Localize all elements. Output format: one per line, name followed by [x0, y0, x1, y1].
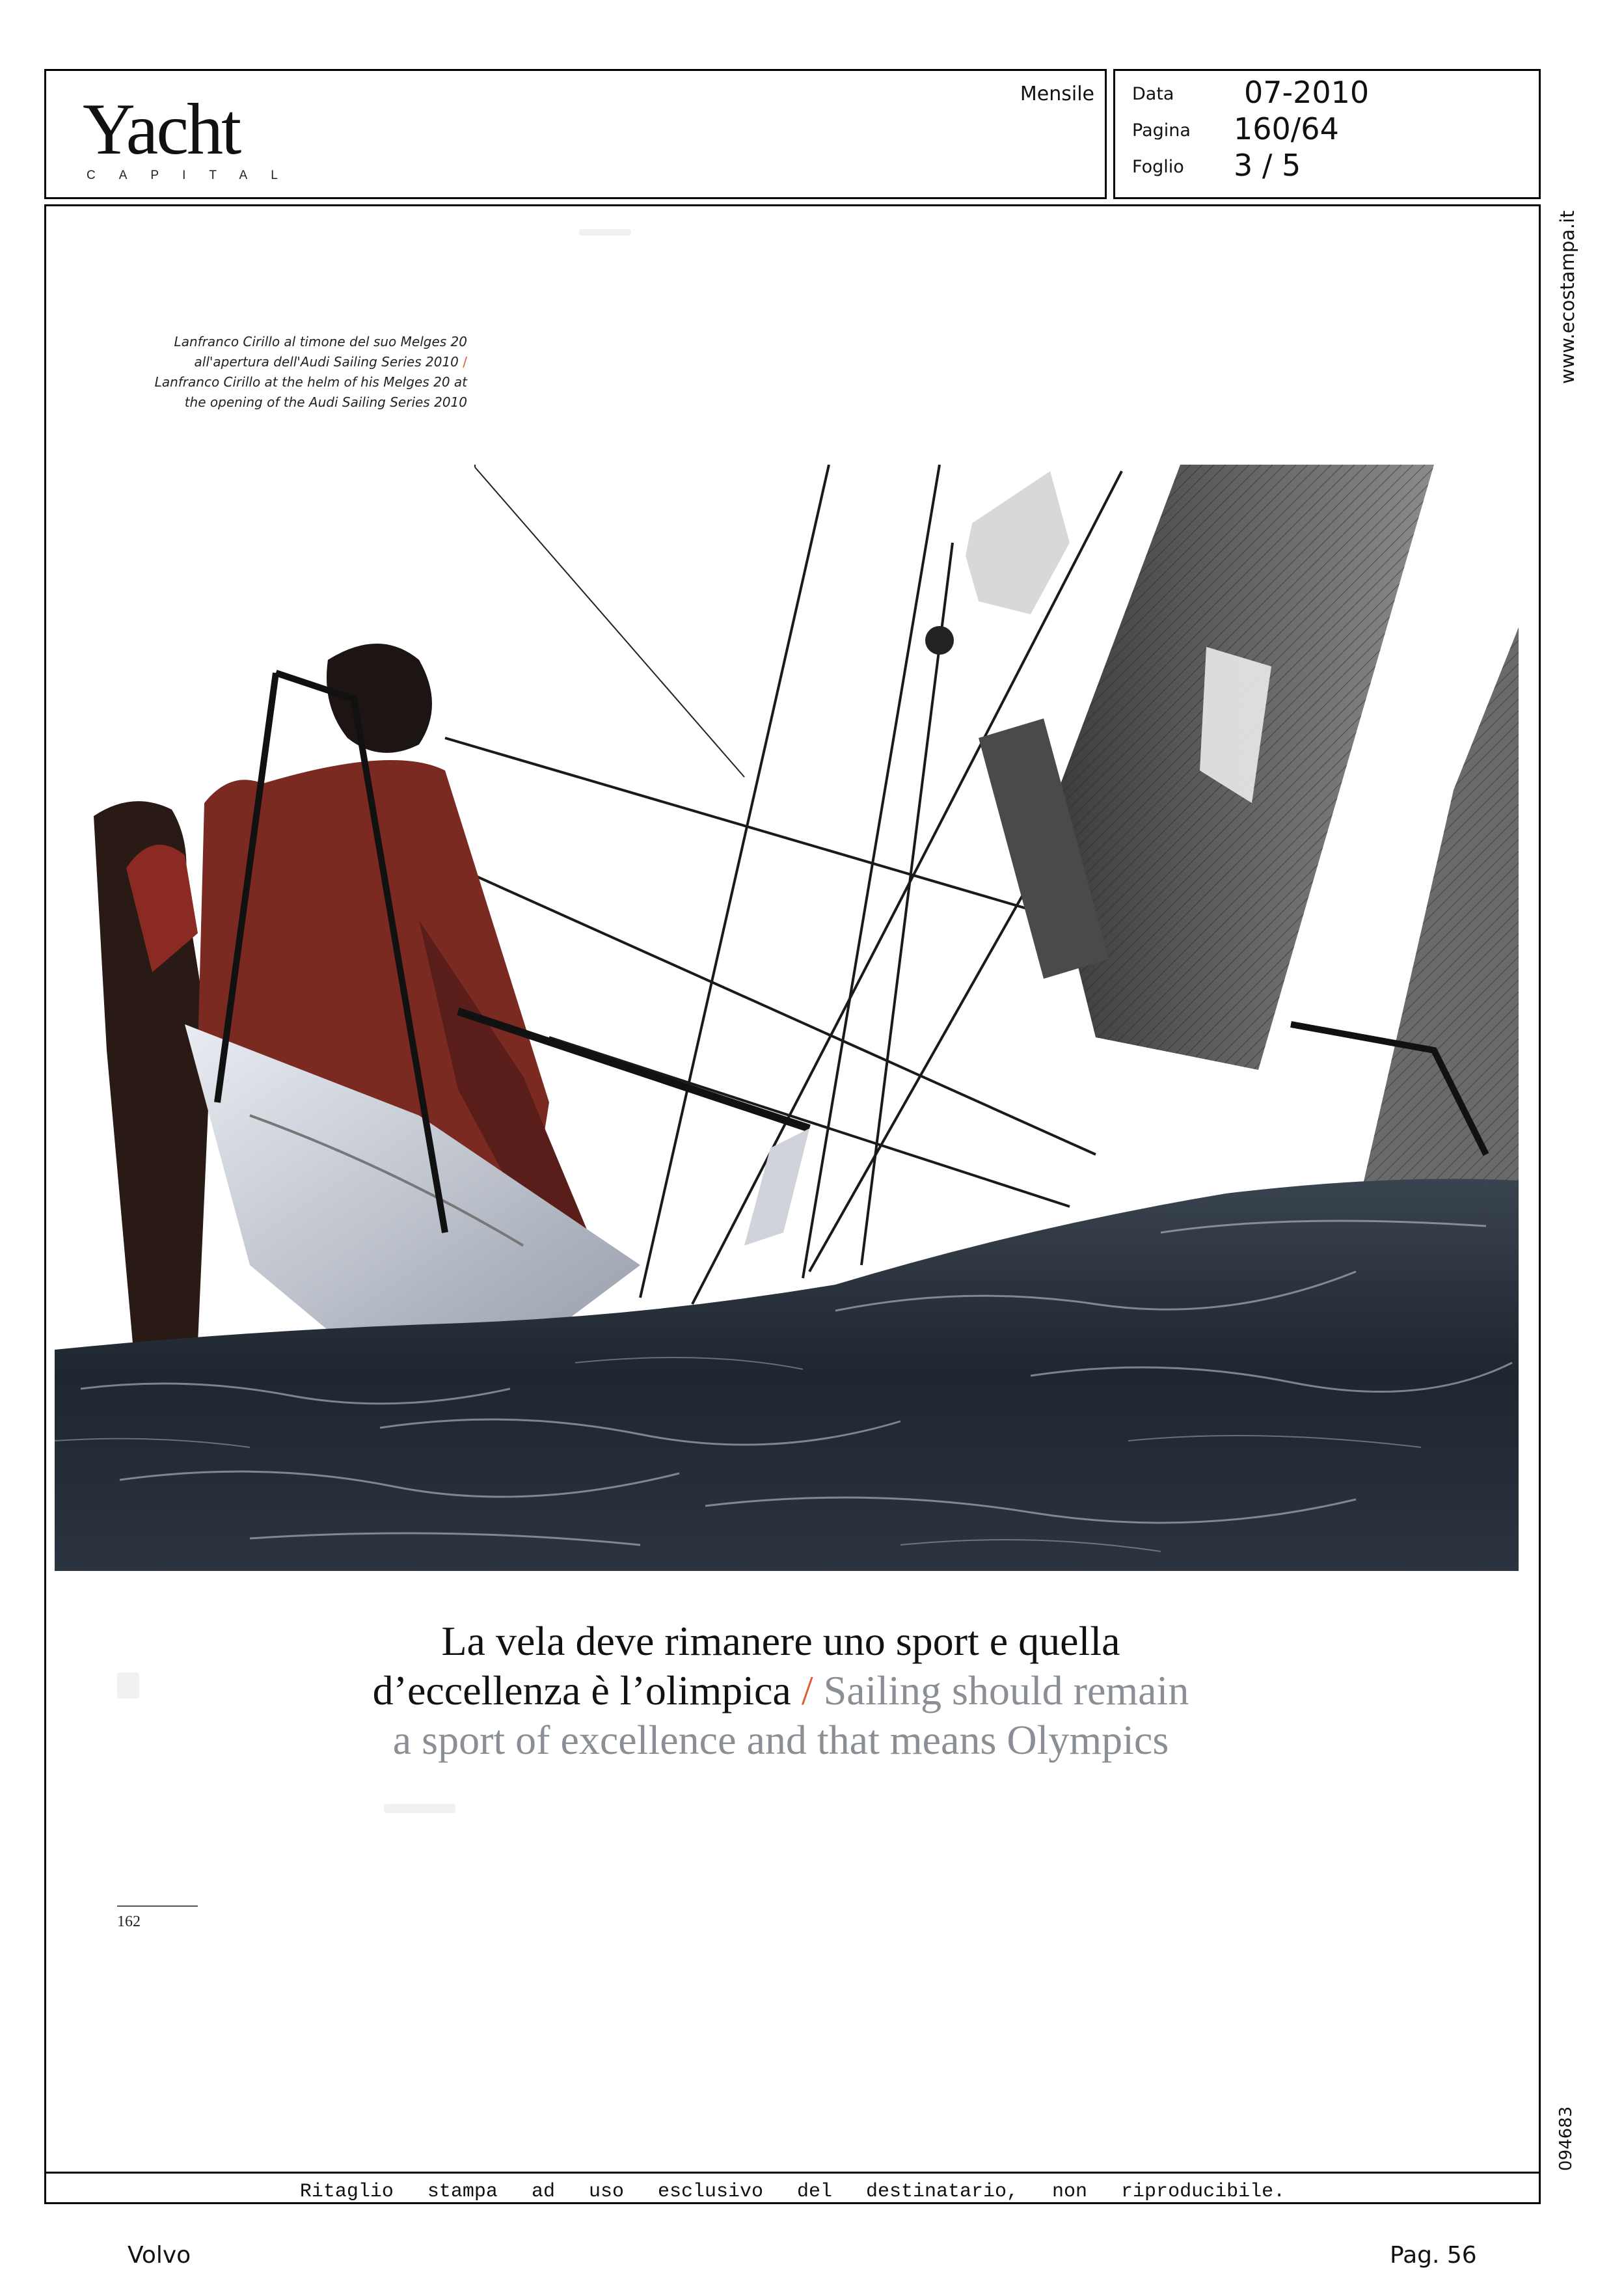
footer-page: Pag. 56 [1390, 2242, 1477, 2269]
sailing-photo [55, 465, 1519, 1571]
caption-english-line1: Lanfranco Cirillo at the helm of his Melges 20 at [154, 374, 467, 390]
side-code-text: 094683 [1556, 2106, 1576, 2171]
jib [1362, 627, 1519, 1194]
header-publication-box [44, 69, 1107, 199]
caption-italian-line2 [65, 352, 467, 372]
caption-english-line2: the opening of the Audi Sailing Series 2010 [184, 394, 467, 410]
quote-english-line2: a sport of excellence and that means Olympics [392, 1717, 1169, 1763]
caption-leader-line [475, 467, 744, 777]
caption-separator: / [463, 354, 467, 370]
meta-page-value: 160/64 [1234, 111, 1339, 146]
footer-client: Volvo [128, 2242, 191, 2269]
photo-caption [65, 332, 467, 413]
quote-line2 [169, 1666, 1392, 1715]
side-code [1554, 2108, 1582, 2174]
disclaimer: Ritaglio stampa ad uso esclusivo del destinatario, non riproducibile. [299, 2181, 1286, 2203]
caption-italian-line1: Lanfranco Cirillo al timone del suo Melges 20 [174, 334, 467, 349]
publication-name: Yacht [83, 89, 240, 170]
header-meta-box [1113, 69, 1541, 199]
scan-mark [384, 1804, 455, 1813]
quote-italian-line2: d’eccellenza è l’olimpica [372, 1667, 791, 1713]
side-url-text: www.ecostampa.it [1556, 210, 1578, 384]
meta-sheet-label: Foglio [1132, 157, 1184, 177]
quote-english-line1: Sailing should remain [823, 1667, 1189, 1713]
publication-logo [83, 89, 301, 184]
publication-subtitle: CAPITAL [87, 169, 301, 182]
pull-quote [169, 1617, 1392, 1765]
meta-date-value: 07-2010 [1244, 75, 1370, 110]
quote-separator: / [801, 1667, 813, 1713]
page-number: 162 [117, 1913, 141, 1930]
side-url [1554, 210, 1582, 384]
quote-line1 [169, 1617, 1392, 1666]
scan-mark [579, 229, 631, 236]
meta-page-label: Pagina [1132, 120, 1191, 141]
scan-mark [117, 1672, 139, 1699]
periodicity-label: Mensile [1020, 83, 1094, 105]
meta-date-label: Data [1132, 84, 1174, 104]
quote-line3 [169, 1715, 1392, 1765]
mainsail [1044, 465, 1434, 1070]
page-number-rule [117, 1905, 198, 1907]
footer-divider [46, 2172, 1539, 2174]
meta-sheet-value: 3 / 5 [1234, 148, 1301, 183]
quote-italian-line1: La vela deve rimanere uno sport e quella [441, 1618, 1120, 1664]
caption-italian-line2-text: all'apertura dell'Audi Sailing Series 2010 [194, 354, 459, 370]
